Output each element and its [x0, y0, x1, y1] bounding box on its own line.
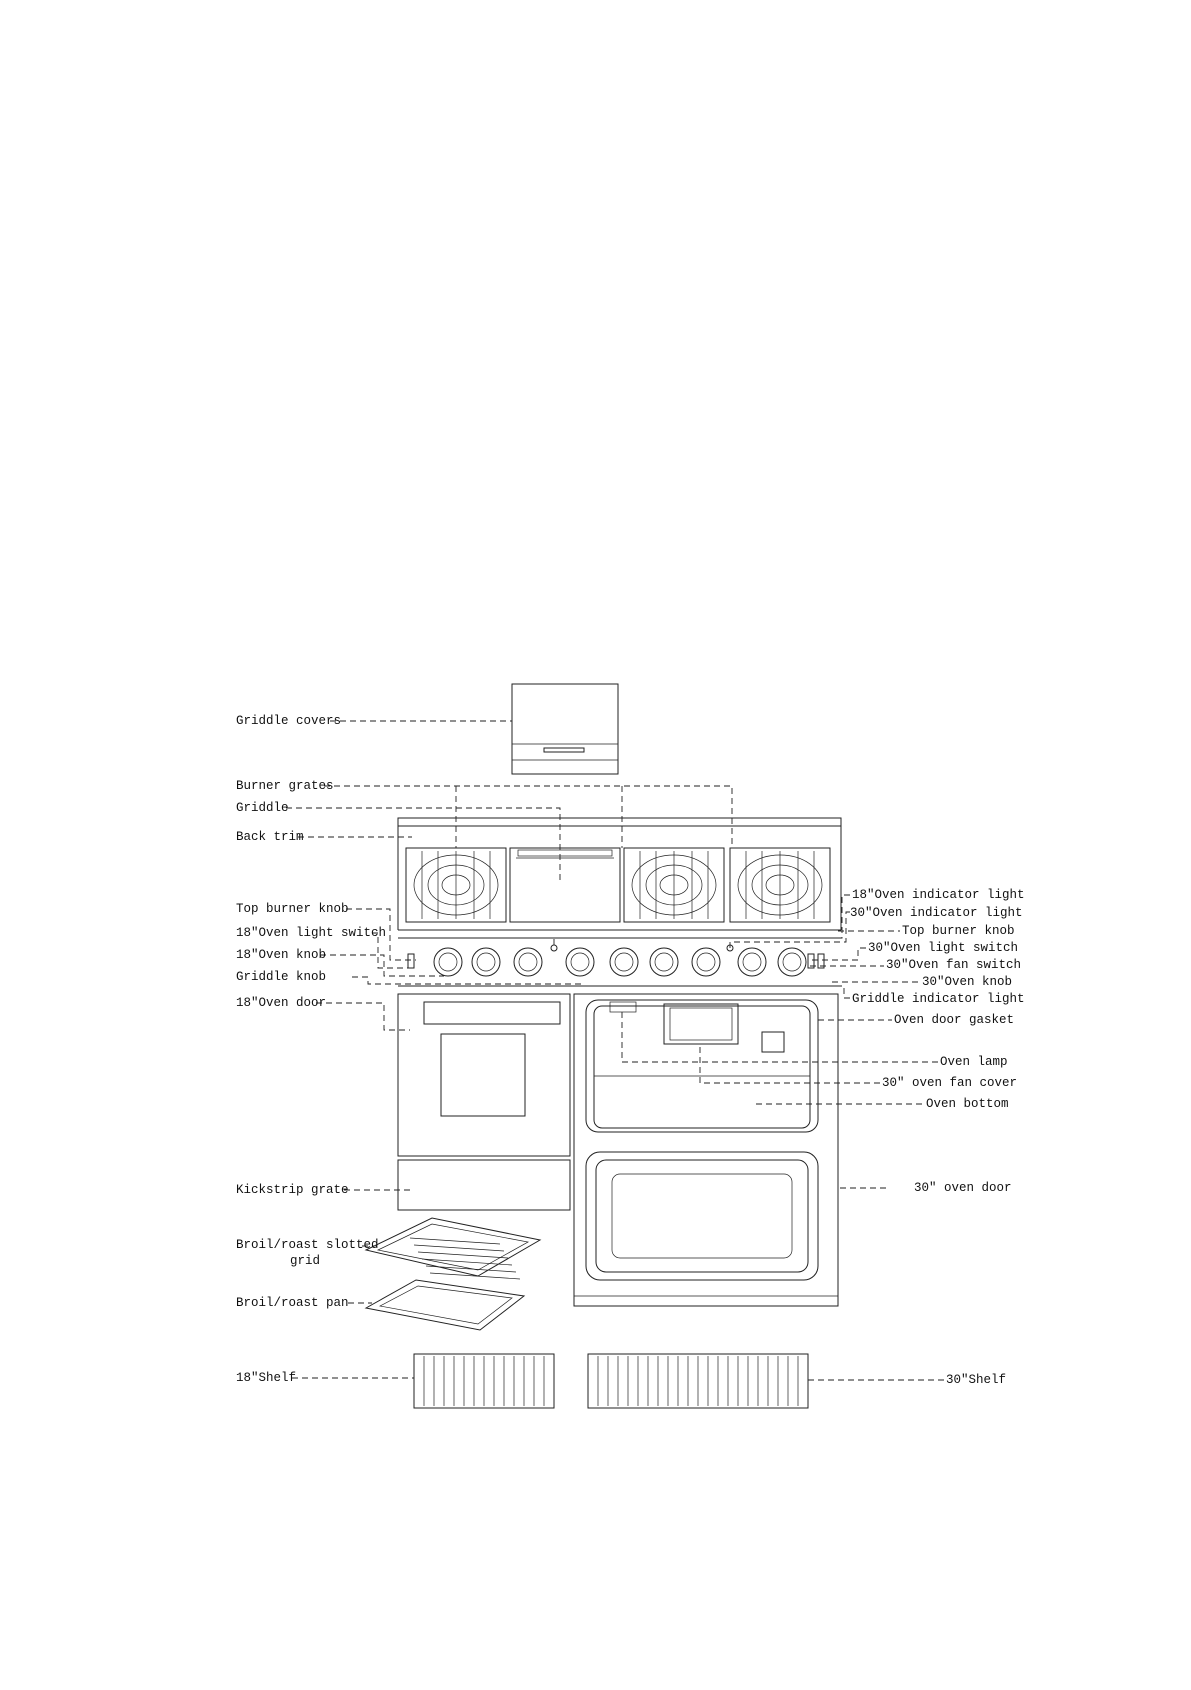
label-18-oven-knob: 18″Oven knob: [236, 948, 327, 962]
label-30-oven-fan-switch: 30″Oven fan switch: [886, 958, 1022, 972]
label-18-shelf: 18″Shelf: [236, 1371, 297, 1385]
control-knobs: [408, 945, 824, 976]
label-griddle-covers: Griddle covers: [236, 714, 342, 728]
label-30-oven-fan-cover: 30″ oven fan cover: [882, 1076, 1018, 1090]
label-top-burner-knob-right: Top burner knob: [902, 924, 1015, 938]
label-griddle: Griddle: [236, 801, 289, 815]
label-kickstrip-grate: Kickstrip grate: [236, 1183, 349, 1197]
label-18-oven-indicator-light: 18″Oven indicator light: [852, 888, 1025, 902]
label-back-trim: Back trim: [236, 830, 304, 844]
label-griddle-indicator-light: Griddle indicator light: [852, 992, 1025, 1006]
label-broil-roast-slotted-grid: Broil/roast slotted: [236, 1238, 379, 1252]
griddle-cover-drawing: [512, 684, 618, 774]
broil-accessories-drawing: [366, 1218, 540, 1330]
label-30-oven-knob: 30″Oven knob: [922, 975, 1013, 989]
label-griddle-knob: Griddle knob: [236, 970, 327, 984]
label-oven-door-gasket: Oven door gasket: [894, 1013, 1015, 1027]
leader-lines: [286, 721, 944, 1380]
label-30-oven-indicator-light: 30″Oven indicator light: [850, 906, 1023, 920]
oven18-drawing: [398, 994, 570, 1210]
label-oven-bottom: Oven bottom: [926, 1097, 1009, 1111]
label-30-shelf: 30″Shelf: [946, 1373, 1007, 1387]
label-30-oven-door: 30″ oven door: [914, 1181, 1012, 1195]
label-18-oven-light-switch: 18″Oven light switch: [236, 926, 387, 940]
label-30-oven-light-switch: 30″Oven light switch: [868, 941, 1019, 955]
label-broil-roast-pan: Broil/roast pan: [236, 1296, 349, 1310]
label-top-burner-knob-left: Top burner knob: [236, 902, 349, 916]
oven30-drawing: [574, 994, 838, 1306]
shelves-drawing: [414, 1354, 808, 1408]
label-broil-roast-slotted-grid-line2: grid: [290, 1254, 321, 1268]
label-18-oven-door: 18″Oven door: [236, 996, 327, 1010]
label-burner-grates: Burner grates: [236, 779, 334, 793]
label-oven-lamp: Oven lamp: [940, 1055, 1008, 1069]
